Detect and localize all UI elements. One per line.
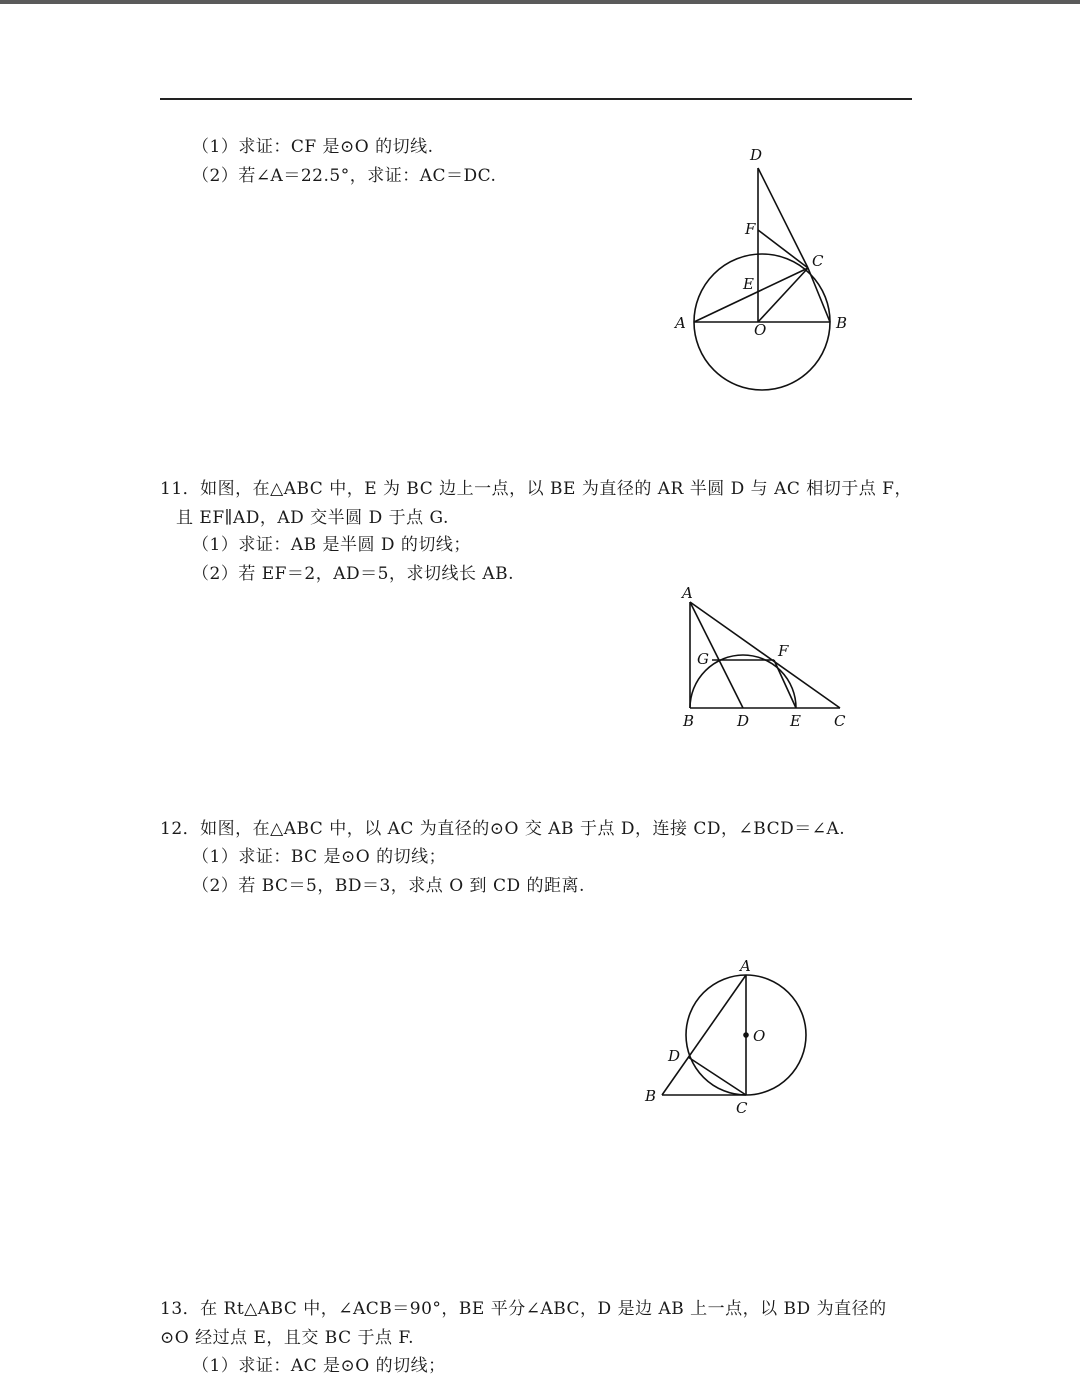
q10-label-b: B (836, 314, 848, 332)
q13-stem-line1: 13．在 Rt△ABC 中，∠ACB＝90°，BE 平分∠ABC，D 是边 AB 上一点，以 BD 为直径的 (160, 1299, 887, 1319)
q11-label-f: F (778, 642, 789, 660)
q10-label-d: D (750, 146, 763, 164)
q10-label-a: A (675, 314, 686, 332)
q11-label-a: A (682, 584, 693, 602)
q11-label-g: G (697, 650, 709, 668)
q10-label-o: O (754, 321, 767, 339)
q13-stem-line2: ⊙O 经过点 E，且交 BC 于点 F. (160, 1328, 414, 1348)
q12-part2: （2）若 BC＝5，BD＝3，求点 O 到 CD 的距离. (192, 876, 585, 896)
q10-label-e: E (743, 275, 754, 293)
q11-label-b: B (683, 712, 695, 730)
q12-stem-line1: 12．如图，在△ABC 中，以 AC 为直径的⊙O 交 AB 于点 D，连接 CD，∠BCD＝∠A. (160, 819, 846, 839)
q10-part2: （2）若∠A＝22.5°，求证：AC＝DC. (192, 166, 497, 186)
q12-label-d: D (668, 1047, 681, 1065)
q11-label-e: E (790, 712, 801, 730)
q11-label-d: D (737, 712, 750, 730)
q10-line-oc (758, 268, 808, 322)
q11-side-ac (690, 602, 840, 708)
q10-figure (670, 140, 860, 400)
q11-part2: （2）若 EF＝2，AD＝5，求切线长 AB. (192, 564, 515, 584)
q10-label-f: F (745, 220, 756, 238)
q12-center-dot (744, 1033, 748, 1037)
q10-part1: （1）求证：CF 是⊙O 的切线. (192, 137, 434, 157)
q12-label-c: C (736, 1099, 748, 1117)
header-rule (160, 98, 912, 100)
q11-stem-line1: 11．如图，在△ABC 中，E 为 BC 边上一点，以 BE 为直径的 AR 半圆 D 与 AC 相切于点 F， (160, 479, 912, 499)
q12-figure (640, 950, 820, 1120)
top-border (0, 0, 1080, 4)
q11-stem-line2: 且 EF∥AD，AD 交半圆 D 于点 G. (176, 508, 449, 528)
q10-line-fc (758, 230, 808, 268)
q12-line-dc (688, 1057, 746, 1095)
q11-part1: （1）求证：AB 是半圆 D 的切线； (192, 535, 471, 555)
q11-label-c: C (834, 712, 846, 730)
q12-part1: （1）求证：BC 是⊙O 的切线； (192, 847, 447, 867)
q10-label-c: C (812, 252, 824, 270)
q12-label-a: A (740, 957, 751, 975)
q12-label-o: O (753, 1027, 766, 1045)
q13-part1: （1）求证：AC 是⊙O 的切线； (192, 1356, 446, 1376)
q12-label-b: B (645, 1087, 657, 1105)
q10-line-cb (808, 268, 830, 322)
q11-figure (670, 580, 860, 740)
q10-line-dc (758, 168, 808, 268)
